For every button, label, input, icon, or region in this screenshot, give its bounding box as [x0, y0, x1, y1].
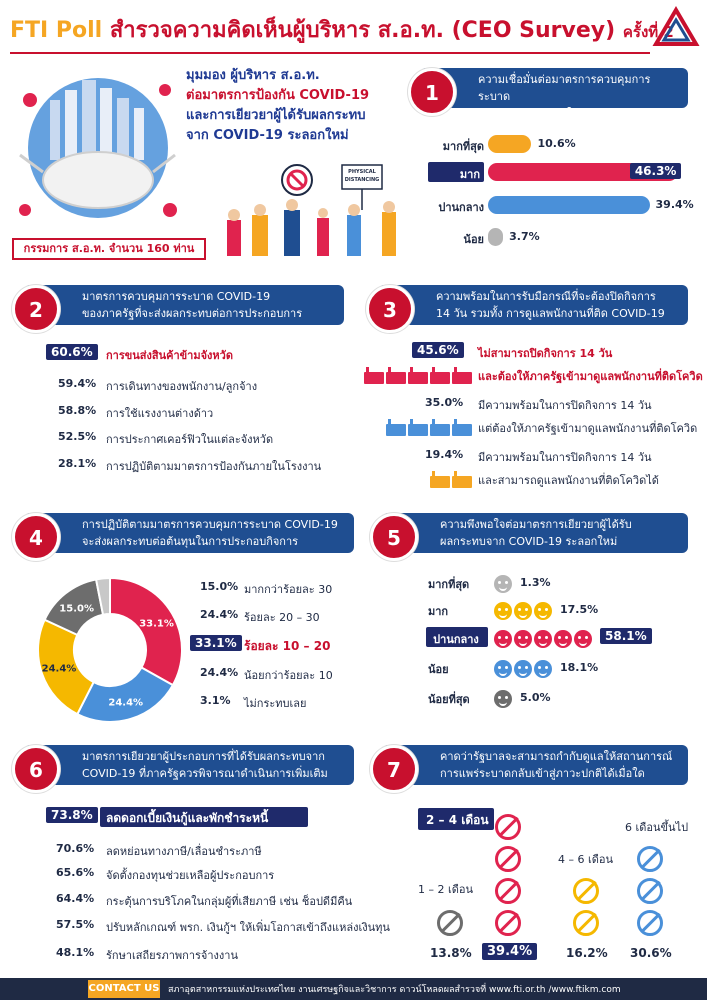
section-6-title-1: มาตรการเยียวยาผู้ประกอบการที่ได้รับผลกระทบจาก [82, 750, 325, 763]
smiley-face-icon [554, 630, 572, 648]
s3-row-pct: 45.6% [412, 342, 464, 358]
s5-value-label: 5.0% [520, 691, 551, 704]
s5-emoji-icons [494, 573, 514, 593]
s3-row-label-2: และต้องให้ภาครัฐเข้ามาดูแลพนักงานที่ติดโควิด [478, 370, 703, 383]
s6-row-label: ลดหย่อนทางภาษี/เลื่อนชำระภาษี [106, 845, 262, 858]
section-1-number: 1 [408, 68, 456, 116]
no-entry-slash [576, 881, 597, 902]
smiley-face-icon [514, 630, 532, 648]
s1-category-label: น้อย [463, 233, 484, 246]
s1-value-label: 39.4% [655, 198, 694, 211]
section-3-number: 3 [366, 285, 414, 333]
section-5-header [382, 513, 688, 553]
no-entry-slash [498, 881, 519, 902]
s3-row-label-2: และสามารถดูแลพนักงานที่ติดโควิดได้ [478, 474, 659, 487]
no-entry-mask-icon [495, 910, 521, 936]
section-7-number: 7 [370, 745, 418, 793]
s5-category-label: ปานกลาง [433, 633, 479, 646]
no-entry-mask-icon [437, 910, 463, 936]
s3-row-label-1: มีความพร้อมในการปิดกิจการ 14 วัน [478, 451, 652, 464]
s4-legend-pct: 3.1% [200, 694, 231, 707]
s1-bar [488, 135, 531, 153]
section-7-title-2: การแพร่ระบาดกลับเข้าสู่ภาวะปกติได้เมื่อใด [440, 767, 645, 780]
smiley-face-icon [574, 630, 592, 648]
s1-category-label: มากที่สุด [442, 140, 484, 153]
no-entry-slash [640, 913, 661, 934]
section-4-title-2: จะส่งผลกระทบต่อต้นทุนในการประกอบกิจการ [82, 535, 299, 548]
s2-row-label: การเดินทางของพนักงาน/ลูกจ้าง [106, 380, 258, 393]
s5-emoji-icons [494, 628, 594, 648]
smiley-face-icon [494, 575, 512, 593]
section-4-number: 4 [12, 513, 60, 561]
section-2-number: 2 [12, 285, 60, 333]
header-divider [10, 52, 650, 54]
s7-category-label: 1 – 2 เดือน [418, 883, 474, 896]
factory-icon [364, 372, 384, 384]
s7-value-label: 30.6% [630, 946, 672, 960]
s5-category-label: มากที่สุด [428, 578, 470, 591]
s2-row-label: การปฏิบัติตามมาตรการป้องกันภายในโรงงาน [106, 460, 322, 473]
s3-row-pct: 35.0% [425, 396, 464, 409]
section-2-header [24, 285, 344, 325]
smiley-face-icon [534, 630, 552, 648]
s6-row-label: รักษาเสถียรภาพการจ้างงาน [106, 949, 238, 962]
s2-row-pct: 28.1% [58, 457, 97, 470]
factory-icon [408, 424, 428, 436]
factory-icon [452, 476, 472, 488]
title-round: ครั้งที่ 2 [622, 23, 674, 41]
section-6-number: 6 [12, 745, 60, 793]
globe-mask-illustration [10, 60, 185, 235]
s5-category-label: น้อย [428, 663, 449, 676]
footer-text: สภาอุตสาหกรรมแห่งประเทศไทย งานเศรษฐกิจและวิชาการ ดาวน์โหลดผลสำรวจที่ www.fti.or.th /www.ftikm.com [168, 985, 621, 995]
intro-line-2: ต่อมาตรการป้องกัน COVID-19 [186, 88, 370, 103]
s1-value-label: 3.7% [509, 230, 540, 243]
section-7-header [382, 745, 688, 785]
no-entry-slash [440, 913, 461, 934]
s2-row-pct: 60.6% [46, 344, 98, 360]
s4-legend-label: น้อยกว่าร้อยละ 10 [244, 669, 333, 682]
intro-line-3: และการเยียวยาผู้ได้รับผลกระทบ [186, 108, 366, 123]
s3-row-label-1: ไม่สามารถปิดกิจการ 14 วัน [478, 347, 613, 360]
smiley-face-icon [494, 630, 512, 648]
factory-icon [430, 476, 450, 488]
s1-value-label: 10.6% [537, 137, 576, 150]
section-2-title-1: มาตรการควบคุมการระบาด COVID-19 [82, 290, 271, 303]
factory-icon [386, 424, 406, 436]
section-4-donut-chart [28, 568, 193, 733]
s4-legend-label: ร้อยละ 10 – 20 [244, 639, 331, 653]
s1-bar [488, 196, 650, 214]
s4-slice-label: 24.4% [108, 697, 144, 709]
smiley-face-icon [514, 660, 532, 678]
s4-legend-pct: 15.0% [200, 580, 239, 593]
no-entry-slash [640, 881, 661, 902]
section-4-title-1: การปฏิบัติตามมาตรการควบคุมการระบาด COVID-19 [82, 518, 338, 531]
no-entry-mask-icon [495, 878, 521, 904]
s5-emoji-icons [494, 658, 554, 678]
s6-row-pct: 48.1% [56, 946, 95, 959]
s6-row-label: กระตุ้นการบริโภคในกลุ่มผู้ที่เสียภาษี เช่น ช็อปดีมีคืน [106, 895, 353, 908]
s5-value-label: 58.1% [600, 628, 652, 644]
section-6-title-2: COVID-19 ที่ภาครัฐควรพิจารณาดำเนินการเพิ่มเติม [82, 767, 328, 780]
factory-icon [430, 424, 450, 436]
s7-category-label: 6 เดือนขึ้นไป [625, 821, 689, 834]
s4-legend-pct: 24.4% [200, 666, 239, 679]
s4-slice-label: 33.1% [139, 618, 174, 630]
intro-line-4: จาก COVID-19 ระลอกใหม่ [186, 128, 349, 143]
s3-row-pct: 19.4% [425, 448, 464, 461]
s7-category-label: 2 – 4 เดือน [426, 813, 489, 827]
s6-row-pct: 65.6% [56, 866, 95, 879]
s7-value-label: 16.2% [566, 946, 608, 960]
no-entry-slash [498, 817, 519, 838]
no-entry-mask-icon [573, 910, 599, 936]
s6-row-label: จัดตั้งกองทุนช่วยเหลือผู้ประกอบการ [106, 869, 275, 882]
s5-value-label: 17.5% [560, 603, 599, 616]
section-6-header [24, 745, 354, 785]
title-rest: สำรวจความคิดเห็นผู้บริหาร ส.อ.ท. (CEO Survey) [109, 18, 616, 43]
no-entry-mask-icon [495, 846, 521, 872]
smiley-face-icon [514, 602, 532, 620]
s3-row-label-2: แต่ต้องให้ภาครัฐเข้ามาดูแลพนักงานที่ติดโควิด [478, 422, 698, 435]
s5-value-label: 1.3% [520, 576, 551, 589]
factory-icon [408, 372, 428, 384]
s5-emoji-icons [494, 688, 514, 708]
no-entry-mask-icon [637, 878, 663, 904]
s5-category-label: มาก [428, 605, 449, 618]
s4-slice-label: 24.4% [41, 663, 77, 675]
fti-logo-icon [652, 6, 700, 54]
people-distancing-illustration [222, 160, 422, 260]
s1-value-label: 46.3% [630, 163, 682, 179]
s5-value-label: 18.1% [560, 661, 599, 674]
intro-line-1: มุมมอง ผู้บริหาร ส.อ.ท. [186, 68, 320, 83]
s3-row-label-1: มีความพร้อมในการปิดกิจการ 14 วัน [478, 399, 652, 412]
section-5-title-2: ผลกระทบจาก COVID-19 ระลอกใหม่ [440, 535, 618, 548]
smiley-face-icon [534, 602, 552, 620]
s5-category-label: น้อยที่สุด [428, 693, 470, 706]
section-4-header [24, 513, 354, 553]
section-3-header [378, 285, 688, 325]
s5-emoji-icons [494, 600, 554, 620]
no-entry-slash [498, 913, 519, 934]
committee-count-badge: กรรมการ ส.อ.ท. จำนวน 160 ท่าน [12, 238, 206, 260]
s1-category-label: มาก [459, 168, 480, 181]
s7-value-label: 13.8% [430, 946, 472, 960]
smiley-face-icon [494, 602, 512, 620]
s2-row-pct: 58.8% [58, 404, 97, 417]
section-3-title-2: 14 วัน รวมทั้ง การดูแลพนักงานที่ติด COVID-19 [436, 307, 665, 320]
s2-row-pct: 59.4% [58, 377, 97, 390]
physical-distancing-sign: PHYSICAL DISTANCING [344, 169, 380, 183]
s4-legend-pct: 24.4% [200, 608, 239, 621]
section-7-title-1: คาดว่ารัฐบาลจะสามารถกำกับดูแลให้สถานการณ์ [440, 750, 673, 763]
s4-legend-label: ไม่กระทบเลย [244, 697, 307, 710]
s1-category-label: ปานกลาง [438, 201, 484, 214]
no-entry-slash [576, 913, 597, 934]
s7-value-label: 39.4% [482, 943, 537, 960]
no-entry-mask-icon [573, 878, 599, 904]
s6-row-label: ลดดอกเบี้ยเงินกู้และพักชำระหนี้ [106, 811, 269, 825]
intro-text [186, 66, 396, 146]
smiley-face-icon [494, 690, 512, 708]
factory-icon [430, 372, 450, 384]
contact-us-button[interactable]: CONTACT US [88, 980, 160, 998]
section-1-title-1: ความเชื่อมั่นต่อมาตรการควบคุมการระบาด [478, 73, 651, 103]
s6-row-pct: 57.5% [56, 918, 95, 931]
s6-row-label: ปรับหลักเกณฑ์ พรก. เงินกู้ฯ ให้เพิ่มโอกาสเข้าถึงแหล่งเงินทุน [106, 921, 390, 934]
factory-icon [386, 372, 406, 384]
s4-slice-label: 15.0% [59, 603, 94, 615]
s2-row-label: การขนส่งสินค้าข้ามจังหวัด [106, 349, 233, 362]
s6-row-pct: 64.4% [56, 892, 95, 905]
s3-factory-icons [386, 419, 474, 438]
s4-legend-pct: 33.1% [190, 635, 242, 651]
s2-row-label: การใช้แรงงานต่างด้าว [106, 407, 214, 420]
no-entry-slash [640, 849, 661, 870]
section-3-title-1: ความพร้อมในการรับมือกรณีที่จะต้องปิดกิจการ [436, 290, 656, 303]
no-entry-mask-icon [637, 910, 663, 936]
s4-legend-label: มากกว่าร้อยละ 30 [244, 583, 333, 596]
smiley-face-icon [534, 660, 552, 678]
section-5-number: 5 [370, 513, 418, 561]
section-5-title-1: ความพึงพอใจต่อมาตรการเยียวยาผู้ได้รับ [440, 518, 632, 531]
s3-factory-icons [364, 367, 474, 386]
section-1-header [420, 68, 688, 120]
factory-icon [452, 372, 472, 384]
no-entry-mask-icon [495, 814, 521, 840]
s2-row-label: การประกาศเคอร์ฟิวในแต่ละจังหวัด [106, 433, 274, 446]
page-title [10, 12, 674, 47]
s1-bar [488, 228, 503, 246]
title-poll: FTI Poll [10, 18, 103, 43]
no-entry-slash [498, 849, 519, 870]
s6-row-pct: 73.8% [46, 807, 98, 823]
no-entry-mask-icon [637, 846, 663, 872]
section-2-title-2: ของภาครัฐที่จะส่งผลกระทบต่อการประกอบการ [82, 307, 303, 320]
s4-legend-label: ร้อยละ 20 – 30 [244, 611, 320, 624]
s7-category-label: 4 – 6 เดือน [558, 853, 614, 866]
s2-row-pct: 52.5% [58, 430, 97, 443]
section-1-title-2: COVID-19 ระลอกใหม่ ของภาครัฐ [478, 107, 643, 120]
s3-factory-icons [430, 471, 474, 490]
s6-row-pct: 70.6% [56, 842, 95, 855]
smiley-face-icon [494, 660, 512, 678]
factory-icon [452, 424, 472, 436]
